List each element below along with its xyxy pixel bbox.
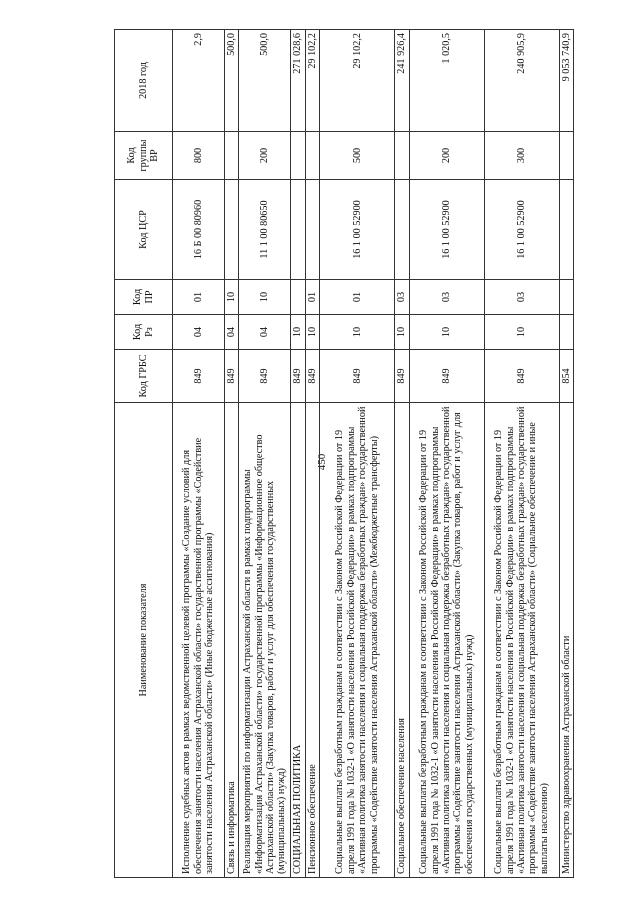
- row-amount: 9 053 740,9: [559, 30, 573, 132]
- table-row: [225, 30, 239, 878]
- row-name: СОЦИАЛЬНАЯ ПОЛИТИКА: [291, 403, 305, 878]
- row-csr: [225, 180, 239, 280]
- row-csr: 11 1 00 80650: [239, 180, 291, 280]
- row-csr: 16 1 00 52900: [484, 180, 559, 280]
- row-rz: 10: [409, 315, 484, 350]
- row-pr: 01: [173, 280, 225, 315]
- row-vr: [291, 132, 305, 180]
- row-rz: 10: [291, 315, 305, 350]
- row-amount: 271 028,6: [291, 30, 305, 132]
- row-vr: 300: [484, 132, 559, 180]
- table-row: [320, 30, 395, 878]
- row-grbs: 849: [173, 350, 225, 403]
- row-grbs: 849: [320, 350, 395, 403]
- table-row: [559, 30, 573, 878]
- row-rz: 10: [484, 315, 559, 350]
- row-name: Реализация мероприятий по информатизации Астраханской области в рамках подпрограммы «Информатизация Астраханской области» государственной программы «Информационное общество Астраханской области» (Закупка товаров, работ и услуг для обеспечения государственных (муниципальных) нужд): [239, 403, 291, 878]
- row-pr: 03: [395, 280, 409, 315]
- row-name: Социальные выплаты безработным гражданам в соответствии с Законом Российской Федерации от 19 апреля 1991 года № 1032-1 «О занятости населения в Российской Федерации» в рамках подпрограммы «Активная политика занятости населения и социальная поддержка безработных граждан» государственной программы «Содействие занятости населения Астраханской области» (Закупка товаров, работ и услуг для обеспечения государственных (муниципальных) нужд): [409, 403, 484, 878]
- row-vr: [395, 132, 409, 180]
- row-rz: 04: [173, 315, 225, 350]
- header-vr: Код группы ВР: [115, 132, 173, 180]
- row-rz: 04: [239, 315, 291, 350]
- row-rz: 10: [395, 315, 409, 350]
- row-csr: 16 Б 00 80960: [173, 180, 225, 280]
- row-amount: 240 905,9: [484, 30, 559, 132]
- row-pr: 03: [409, 280, 484, 315]
- row-rz: [559, 315, 573, 350]
- budget-table-rotated: [114, 30, 574, 878]
- table-row: [305, 30, 319, 878]
- row-name: Связь и информатика: [225, 403, 239, 878]
- row-csr: [291, 180, 305, 280]
- header-csr: Код ЦСР: [115, 180, 173, 280]
- row-pr: 01: [305, 280, 319, 315]
- row-amount: 29 102,2: [320, 30, 395, 132]
- row-rz: 10: [320, 315, 395, 350]
- row-vr: [305, 132, 319, 180]
- row-name: Социальное обеспечение населения: [395, 403, 409, 878]
- row-csr: 16 1 00 52900: [320, 180, 395, 280]
- row-vr: 500: [320, 132, 395, 180]
- row-rz: 04: [225, 315, 239, 350]
- header-name: Наименование показателя: [115, 403, 173, 878]
- row-name: Социальные выплаты безработным гражданам в соответствии с Законом Российской Федерации от 19 апреля 1991 года № 1032-1 «О занятости населения в Российской Федерации» в рамках подпрограммы «Активная политика занятости населения и социальная поддержка безработных граждан» государственной программы «Содействие занятости населения Астраханской области» (Межбюджетные трансферты): [320, 403, 395, 878]
- row-grbs: 854: [559, 350, 573, 403]
- row-pr: 10: [239, 280, 291, 315]
- row-name: Министерство здравоохранения Астраханской области: [559, 403, 573, 878]
- row-grbs: 849: [225, 350, 239, 403]
- row-grbs: 849: [484, 350, 559, 403]
- row-name: Исполнение судебных актов в рамках ведомственной целевой программы «Создание условий для обеспечения занятости населения Астраханской области» государственной программы «Содействие занятости населения Астраханской области» (Иные бюджетные ассигнования): [173, 403, 225, 878]
- table-row: [239, 30, 291, 878]
- row-vr: [559, 132, 573, 180]
- row-csr: 16 1 00 52900: [409, 180, 484, 280]
- header-year: 2018 год: [115, 30, 173, 132]
- row-amount: 241 926,4: [395, 30, 409, 132]
- row-csr: [559, 180, 573, 280]
- row-pr: [291, 280, 305, 315]
- row-vr: 200: [239, 132, 291, 180]
- header-pr: Код ПР: [115, 280, 173, 315]
- row-amount: 1 020,5: [409, 30, 484, 132]
- row-amount: 29 102,2: [305, 30, 319, 132]
- row-grbs: 849: [239, 350, 291, 403]
- row-grbs: 849: [395, 350, 409, 403]
- table-row: [395, 30, 409, 878]
- table-row: [173, 30, 225, 878]
- row-vr: 800: [173, 132, 225, 180]
- table-header-row: [115, 30, 173, 878]
- row-rz: 10: [305, 315, 319, 350]
- row-pr: [559, 280, 573, 315]
- row-amount: 2,9: [173, 30, 225, 132]
- table-row: [291, 30, 305, 878]
- row-amount: 500,0: [239, 30, 291, 132]
- row-pr: 03: [484, 280, 559, 315]
- row-vr: [225, 132, 239, 180]
- header-grbs: Код ГРБС: [115, 350, 173, 403]
- table-row: [409, 30, 484, 878]
- row-pr: 10: [225, 280, 239, 315]
- row-pr: 01: [320, 280, 395, 315]
- header-rz: Код Рз: [115, 315, 173, 350]
- row-grbs: 849: [291, 350, 305, 403]
- page-number: 450: [316, 453, 328, 471]
- table-row: [484, 30, 559, 878]
- budget-table: [114, 29, 574, 878]
- row-csr: [305, 180, 319, 280]
- row-grbs: 849: [409, 350, 484, 403]
- row-name: Пенсионное обеспечение: [305, 403, 319, 878]
- row-amount: 500,0: [225, 30, 239, 132]
- row-csr: [395, 180, 409, 280]
- row-vr: 200: [409, 132, 484, 180]
- row-name: Социальные выплаты безработным гражданам в соответствии с Законом Российской Федерации от 19 апреля 1991 года № 1032-1 «О занятости населения в Российской Федерации» в рамках подпрограммы «Активная политика занятости населения и социальная поддержка безработных граждан» государственной программы «Содействие занятости населения Астраханской области» (Социальное обеспечение и иные выплаты населению): [484, 403, 559, 878]
- row-grbs: 849: [305, 350, 319, 403]
